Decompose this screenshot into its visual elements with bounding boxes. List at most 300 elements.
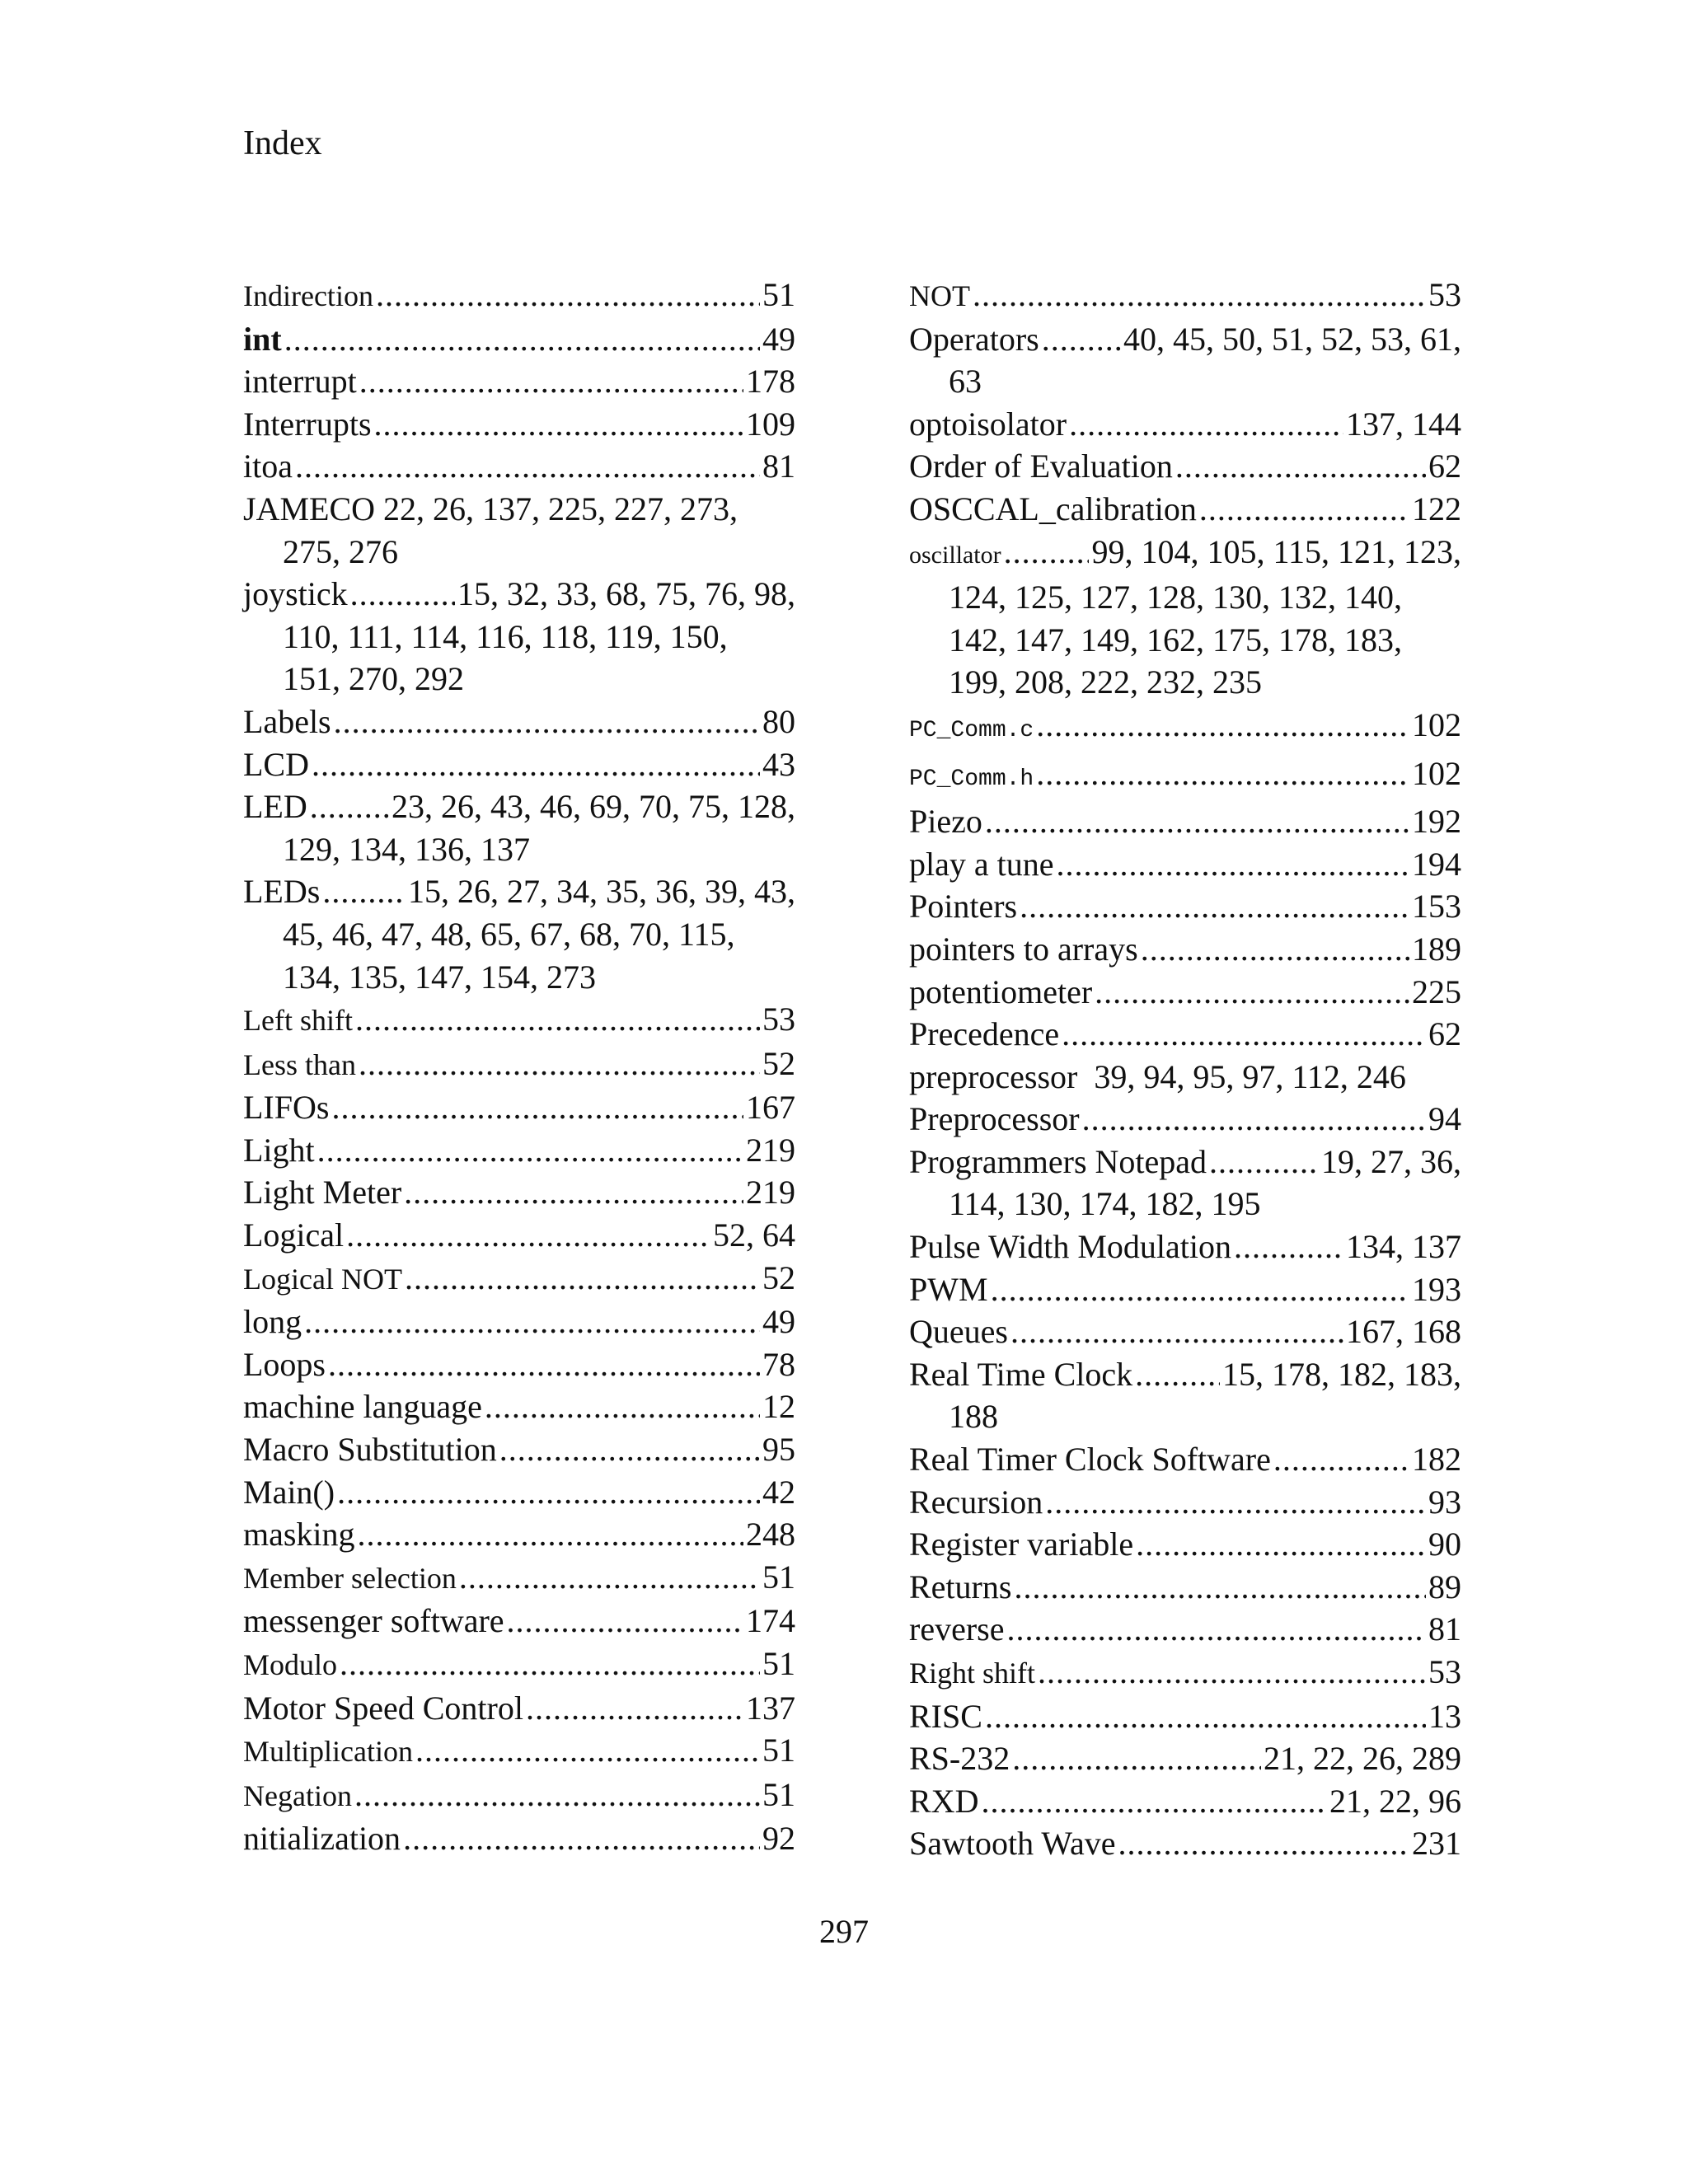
index-entry-line xyxy=(243,743,795,786)
index-entry-line xyxy=(243,1428,795,1471)
index-entry xyxy=(909,1523,1461,1566)
index-page-refs: 109 xyxy=(746,405,795,443)
index-page-refs: 51 xyxy=(762,1775,795,1813)
index-page-refs: 94 xyxy=(1428,1100,1461,1138)
index-entry xyxy=(909,843,1461,886)
index-entry xyxy=(243,318,795,361)
index-page-refs: 19, 27, 36, xyxy=(1321,1142,1461,1180)
index-term: Sawtooth Wave xyxy=(909,1825,1116,1863)
index-page-refs: 49 xyxy=(762,320,795,358)
index-term: RS-232 xyxy=(909,1740,1010,1778)
index-entry-line xyxy=(909,1098,1461,1141)
index-entry xyxy=(909,318,1461,403)
index-page-refs: 248 xyxy=(746,1516,795,1554)
index-page-refs: 52 xyxy=(762,1258,795,1296)
dot-leader xyxy=(405,1257,760,1300)
index-entry-line xyxy=(909,445,1461,488)
dot-leader xyxy=(404,1171,743,1214)
index-entry-line xyxy=(243,318,795,361)
dot-leader xyxy=(507,1600,743,1643)
dot-leader xyxy=(973,274,1426,316)
index-entry-line xyxy=(243,1257,795,1301)
index-page-refs: 95 xyxy=(762,1431,795,1469)
index-entry xyxy=(909,445,1461,488)
index-entry-line xyxy=(909,488,1461,531)
dot-leader xyxy=(459,1556,760,1599)
index-entry xyxy=(243,1513,795,1556)
index-page-refs: 99, 104, 105, 115, 121, 123, xyxy=(1091,532,1461,570)
index-term: LIFOs xyxy=(243,1089,330,1127)
index-entry-line xyxy=(243,1214,795,1257)
index-term: potentiometer xyxy=(909,972,1093,1010)
index-entry xyxy=(243,1471,795,1514)
index-entry xyxy=(909,1268,1461,1311)
dot-leader xyxy=(1062,1013,1426,1056)
index-entry-line xyxy=(243,701,795,743)
page-number: 297 xyxy=(819,1913,869,1950)
index-column-left xyxy=(243,274,795,1860)
index-term: play a tune xyxy=(909,845,1054,883)
index-term: nitialization xyxy=(243,1820,401,1858)
index-entry xyxy=(243,701,795,743)
index-entry xyxy=(243,870,795,998)
dot-leader xyxy=(304,1301,760,1343)
index-entry xyxy=(909,403,1461,446)
index-term: machine language xyxy=(243,1388,482,1426)
index-term: RISC xyxy=(909,1697,982,1735)
index-entry xyxy=(243,1301,795,1343)
index-entry xyxy=(909,1651,1461,1695)
index-entry-line xyxy=(909,885,1461,928)
index-term: Pointers xyxy=(909,888,1018,926)
index-entry xyxy=(909,1013,1461,1056)
index-entry-line xyxy=(243,1171,795,1214)
dot-leader xyxy=(499,1428,760,1471)
index-entry xyxy=(909,488,1461,531)
index-entry-line xyxy=(243,360,795,403)
index-entry-line xyxy=(243,1343,795,1386)
index-term: Light Meter xyxy=(243,1174,402,1212)
index-entry-line xyxy=(909,1013,1461,1056)
index-entry-line xyxy=(243,1600,795,1643)
index-page-refs: 81 xyxy=(762,448,795,485)
index-page-refs: 40, 45, 50, 51, 52, 53, 61, xyxy=(1123,320,1461,358)
index-entry-line xyxy=(243,1301,795,1343)
index-entry-line xyxy=(909,1608,1461,1651)
index-entry xyxy=(243,1086,795,1129)
index-term: Motor Speed Control xyxy=(243,1689,523,1727)
index-page-refs-continued: 151, 270, 292 xyxy=(283,660,464,698)
dot-leader xyxy=(322,870,406,913)
dot-leader xyxy=(317,1129,743,1172)
index-entry xyxy=(243,274,795,318)
index-entry-line xyxy=(909,971,1461,1014)
index-term: Piezo xyxy=(909,803,982,841)
dot-leader xyxy=(355,998,760,1041)
dot-leader xyxy=(374,403,743,446)
index-entry-line xyxy=(909,1566,1461,1609)
index-entry xyxy=(909,531,1461,704)
index-entry xyxy=(909,1056,1461,1099)
dot-leader xyxy=(340,1643,760,1685)
dot-leader xyxy=(1045,1481,1426,1524)
dot-leader xyxy=(1199,488,1409,531)
index-term: Recursion xyxy=(909,1483,1043,1521)
index-entry-line xyxy=(909,403,1461,446)
index-entry xyxy=(909,1695,1461,1738)
index-page-refs: 182 xyxy=(1412,1441,1461,1479)
index-term: PWM xyxy=(909,1270,988,1308)
index-term: LED xyxy=(243,788,307,826)
index-entry-line xyxy=(243,1471,795,1514)
index-term: masking xyxy=(243,1516,355,1554)
index-term: Real Time Clock xyxy=(909,1355,1133,1393)
dot-leader xyxy=(359,1043,760,1085)
index-entry xyxy=(909,800,1461,843)
index-term: Main() xyxy=(243,1473,335,1511)
index-entry xyxy=(909,1141,1461,1226)
index-page-refs: 178 xyxy=(746,363,795,401)
index-entry xyxy=(243,1043,795,1087)
index-entry-line xyxy=(909,1523,1461,1566)
index-entry-line xyxy=(243,785,795,828)
index-term: Light xyxy=(243,1131,315,1169)
index-page-refs: 225 xyxy=(1412,972,1461,1010)
dot-leader xyxy=(1141,928,1409,971)
index-page-refs: 52 xyxy=(762,1044,795,1082)
index-entry xyxy=(243,998,795,1043)
index-page-refs: 15, 178, 182, 183, xyxy=(1222,1355,1461,1393)
index-page-refs: 51 xyxy=(762,1732,795,1769)
dot-leader xyxy=(485,1385,760,1428)
index-page-refs: 62 xyxy=(1428,1015,1461,1053)
dot-leader xyxy=(1038,1651,1426,1694)
index-entry xyxy=(243,1600,795,1643)
index-page-refs: 137 xyxy=(746,1689,795,1727)
dot-leader xyxy=(403,1817,760,1860)
dot-leader xyxy=(376,274,760,316)
index-entry-line xyxy=(243,1556,795,1601)
dot-leader xyxy=(991,1268,1409,1311)
index-entry-line xyxy=(243,870,795,913)
index-entry-line xyxy=(243,403,795,446)
index-entry-line xyxy=(909,1695,1461,1738)
dot-leader xyxy=(1234,1226,1343,1268)
index-page-refs-continued: 134, 135, 147, 154, 273 xyxy=(283,958,596,996)
index-page-refs: 231 xyxy=(1412,1825,1461,1863)
index-entry xyxy=(243,1428,795,1471)
index-entry xyxy=(243,1171,795,1214)
index-term: Interrupts xyxy=(243,405,372,443)
index-entry-line xyxy=(909,1141,1461,1183)
index-entry-line xyxy=(243,1513,795,1556)
index-entry xyxy=(909,1226,1461,1268)
index-entry xyxy=(909,928,1461,971)
dot-leader xyxy=(1118,1822,1409,1865)
index-page-refs: 137, 144 xyxy=(1346,405,1461,443)
dot-leader xyxy=(1095,971,1409,1014)
index-page-refs-continued: 124, 125, 127, 128, 130, 132, 140, xyxy=(949,579,1402,616)
index-page-refs: 51 xyxy=(762,276,795,313)
index-entry xyxy=(909,1438,1461,1481)
dot-leader xyxy=(1036,704,1409,747)
index-entry-line xyxy=(243,1043,795,1087)
index-entry xyxy=(909,704,1461,752)
index-page-refs: 80 xyxy=(762,702,795,740)
dot-leader xyxy=(1209,1141,1319,1183)
dot-leader xyxy=(985,1695,1426,1738)
index-entry-line xyxy=(909,704,1461,752)
index-entry xyxy=(909,1098,1461,1141)
index-page-refs: 102 xyxy=(1412,705,1461,743)
index-page-refs: 15, 26, 27, 34, 35, 36, 39, 43, xyxy=(408,873,795,911)
index-entry-line xyxy=(243,573,795,616)
index-page-refs: 90 xyxy=(1428,1526,1461,1563)
index-page-refs: 49 xyxy=(762,1303,795,1341)
index-term: int xyxy=(243,320,282,358)
index-entry-line xyxy=(909,1268,1461,1311)
index-page-refs: 42 xyxy=(762,1473,795,1511)
index-column-right xyxy=(909,274,1461,1865)
index-entry-line xyxy=(909,1056,1461,1099)
index-term: Operators xyxy=(909,320,1039,358)
index-term: Returns xyxy=(909,1568,1012,1605)
index-page-refs: 51 xyxy=(762,1558,795,1596)
index-page-refs-continued: 114, 130, 174, 182, 195 xyxy=(949,1185,1261,1223)
index-page-refs: 174 xyxy=(746,1602,795,1640)
index-entry-line xyxy=(909,1651,1461,1695)
index-page-refs: 51 xyxy=(762,1645,795,1682)
index-entry xyxy=(909,1737,1461,1780)
index-term: Less than xyxy=(243,1047,356,1081)
index-entry xyxy=(243,1556,795,1601)
index-entry-line xyxy=(909,800,1461,843)
index-term: LEDs xyxy=(243,873,321,911)
index-page-refs: 15, 32, 33, 68, 75, 76, 98, xyxy=(457,575,795,613)
index-entry xyxy=(909,1822,1461,1865)
index-term: Loops xyxy=(243,1345,326,1383)
dot-leader xyxy=(1012,1737,1261,1780)
index-page-refs: 167 xyxy=(746,1089,795,1127)
index-entry-line xyxy=(909,1226,1461,1268)
index-page-refs-continued: 45, 46, 47, 48, 65, 67, 68, 70, 115, xyxy=(283,915,735,953)
index-entry xyxy=(243,360,795,403)
dot-leader xyxy=(1175,445,1426,488)
index-entry-line xyxy=(909,274,1461,318)
index-entry xyxy=(243,1343,795,1386)
index-entry-line xyxy=(243,1774,795,1818)
index-page-refs: 21, 22, 96 xyxy=(1329,1782,1461,1820)
index-term: Pulse Width Modulation xyxy=(909,1228,1231,1266)
index-term: Modulo xyxy=(243,1648,338,1681)
index-page-refs: 53 xyxy=(1428,276,1461,313)
index-entry xyxy=(243,1214,795,1257)
index-entry-line xyxy=(243,1086,795,1129)
index-page-refs-continued: 199, 208, 222, 232, 235 xyxy=(949,663,1262,701)
index-page-refs: 192 xyxy=(1412,803,1461,841)
dot-leader xyxy=(310,785,389,828)
index-entry-line xyxy=(909,318,1461,361)
index-entry-line xyxy=(243,1129,795,1172)
index-page-refs-continued: 142, 147, 149, 162, 175, 178, 183, xyxy=(949,621,1402,658)
index-term: interrupt xyxy=(243,363,357,401)
dot-leader xyxy=(526,1687,743,1730)
index-entry-line xyxy=(909,1438,1461,1481)
index-entry xyxy=(243,1643,795,1687)
index-entry-line xyxy=(243,1817,795,1860)
index-entry-line xyxy=(909,1822,1461,1865)
index-entry-line xyxy=(243,274,795,318)
dot-leader xyxy=(1042,318,1121,361)
index-entry xyxy=(909,1780,1461,1823)
dot-leader xyxy=(312,743,760,786)
dot-leader xyxy=(985,800,1409,843)
index-term: Register variable xyxy=(909,1526,1134,1563)
index-term: Member selection xyxy=(243,1561,457,1595)
index-term: Programmers Notepad xyxy=(909,1142,1207,1180)
dot-leader xyxy=(337,1471,760,1514)
index-term: NOT xyxy=(909,279,970,312)
index-term: Indirection xyxy=(243,279,373,312)
index-entry xyxy=(909,1566,1461,1609)
index-page-refs: 78 xyxy=(762,1345,795,1383)
index-entry-line xyxy=(243,1687,795,1730)
index-entry-line xyxy=(243,1643,795,1687)
index-page-refs: 189 xyxy=(1412,930,1461,968)
index-entry-line xyxy=(243,1729,795,1774)
index-entry-line xyxy=(909,1481,1461,1524)
dot-leader xyxy=(1082,1098,1426,1141)
index-term: Negation xyxy=(243,1779,352,1812)
index-page-refs: 92 xyxy=(762,1820,795,1858)
index-term: RXD xyxy=(909,1782,979,1820)
index-page-refs: 122 xyxy=(1412,490,1461,527)
index-entry xyxy=(243,1129,795,1172)
index-term: Precedence xyxy=(909,1015,1060,1053)
dot-leader xyxy=(1036,752,1409,795)
dot-leader xyxy=(359,360,743,403)
index-entry-line xyxy=(909,1737,1461,1780)
index-entry-line xyxy=(909,928,1461,971)
index-entry xyxy=(243,573,795,701)
index-term: Logical xyxy=(243,1216,345,1254)
index-page-refs-continued: 63 xyxy=(949,363,982,401)
dot-leader xyxy=(284,318,760,361)
index-page-refs: 62 xyxy=(1428,448,1461,485)
index-term: Right shift xyxy=(909,1657,1036,1690)
index-term: PC_Comm.h xyxy=(909,766,1034,792)
dot-leader xyxy=(1020,885,1409,928)
index-page-refs: 134, 137 xyxy=(1346,1228,1461,1266)
index-term: PC_Comm.c xyxy=(909,717,1034,743)
index-page-refs-continued: 110, 111, 114, 116, 118, 119, 150, xyxy=(283,617,728,655)
index-entry xyxy=(909,1353,1461,1438)
dot-leader xyxy=(1069,403,1343,446)
index-entry xyxy=(243,1257,795,1301)
dot-leader xyxy=(1006,1608,1426,1651)
index-page-refs: 21, 22, 26, 289 xyxy=(1264,1740,1461,1778)
index-term: Real Timer Clock Software xyxy=(909,1441,1271,1479)
index-term: Left shift xyxy=(243,1004,353,1038)
index-term: Queues xyxy=(909,1313,1008,1351)
dot-leader xyxy=(331,1086,743,1129)
index-entry-line xyxy=(243,998,795,1043)
index-page-refs: 219 xyxy=(746,1174,795,1212)
index-entry xyxy=(909,274,1461,318)
index-entry-line xyxy=(909,1353,1461,1396)
index-page-refs: 12 xyxy=(762,1388,795,1426)
index-entry xyxy=(909,885,1461,928)
dot-leader xyxy=(1273,1438,1409,1481)
index-entry xyxy=(909,971,1461,1014)
index-entry xyxy=(243,1385,795,1428)
index-page-refs: 52, 64 xyxy=(713,1216,795,1254)
dot-leader xyxy=(1010,1310,1343,1353)
index-page-refs-continued: 188 xyxy=(949,1398,998,1436)
index-entry xyxy=(243,1817,795,1860)
index-page-refs: 13 xyxy=(1428,1697,1461,1735)
index-entry xyxy=(243,488,795,573)
dot-leader xyxy=(328,1343,760,1386)
index-page-refs: 167, 168 xyxy=(1346,1313,1461,1351)
index-term: long xyxy=(243,1303,302,1341)
index-entry xyxy=(243,403,795,446)
index-entry-line xyxy=(243,488,795,531)
index-page-refs: 194 xyxy=(1412,845,1461,883)
index-entry xyxy=(909,1481,1461,1524)
index-term: optoisolator xyxy=(909,405,1067,443)
index-entry xyxy=(243,1729,795,1774)
index-term: Macro Substitution xyxy=(243,1431,497,1469)
index-entry xyxy=(243,445,795,488)
index-term: oscillator xyxy=(909,541,1001,569)
index-term: Labels xyxy=(243,702,331,740)
index-page-refs: 53 xyxy=(762,1001,795,1038)
index-term: JAMECO 22, 26, 137, 225, 227, 273, xyxy=(243,490,738,527)
index-entry xyxy=(243,1774,795,1818)
index-page-refs: 53 xyxy=(1428,1653,1461,1690)
index-term: Preprocessor xyxy=(909,1100,1080,1138)
index-term: LCD xyxy=(243,745,309,783)
index-page-refs: 153 xyxy=(1412,888,1461,926)
index-entry-line xyxy=(909,1310,1461,1353)
dot-leader xyxy=(1136,1523,1426,1566)
index-entry-line xyxy=(243,1385,795,1428)
index-page-refs: 81 xyxy=(1428,1610,1461,1648)
index-term: itoa xyxy=(243,448,293,485)
index-term: reverse xyxy=(909,1610,1005,1648)
index-entry-line xyxy=(243,445,795,488)
index-page-refs: 89 xyxy=(1428,1568,1461,1605)
index-entry xyxy=(243,1687,795,1730)
index-page-refs: 193 xyxy=(1412,1270,1461,1308)
dot-leader xyxy=(1135,1353,1220,1396)
index-term: preprocessor 39, 94, 95, 97, 112, 246 xyxy=(909,1057,1406,1095)
running-header: Index xyxy=(243,124,322,162)
index-term: OSCCAL_calibration xyxy=(909,490,1197,527)
index-entry xyxy=(909,1608,1461,1651)
dot-leader xyxy=(346,1214,710,1257)
index-page-refs: 219 xyxy=(746,1131,795,1169)
index-entry-line xyxy=(909,1780,1461,1823)
index-entry-line xyxy=(909,531,1461,577)
index-page-refs: 102 xyxy=(1412,754,1461,792)
index-page-refs-continued: 129, 134, 136, 137 xyxy=(283,830,530,868)
index-term: pointers to arrays xyxy=(909,930,1138,968)
index-term: joystick xyxy=(243,575,348,613)
index-term: messenger software xyxy=(243,1602,504,1640)
dot-leader xyxy=(354,1774,760,1816)
